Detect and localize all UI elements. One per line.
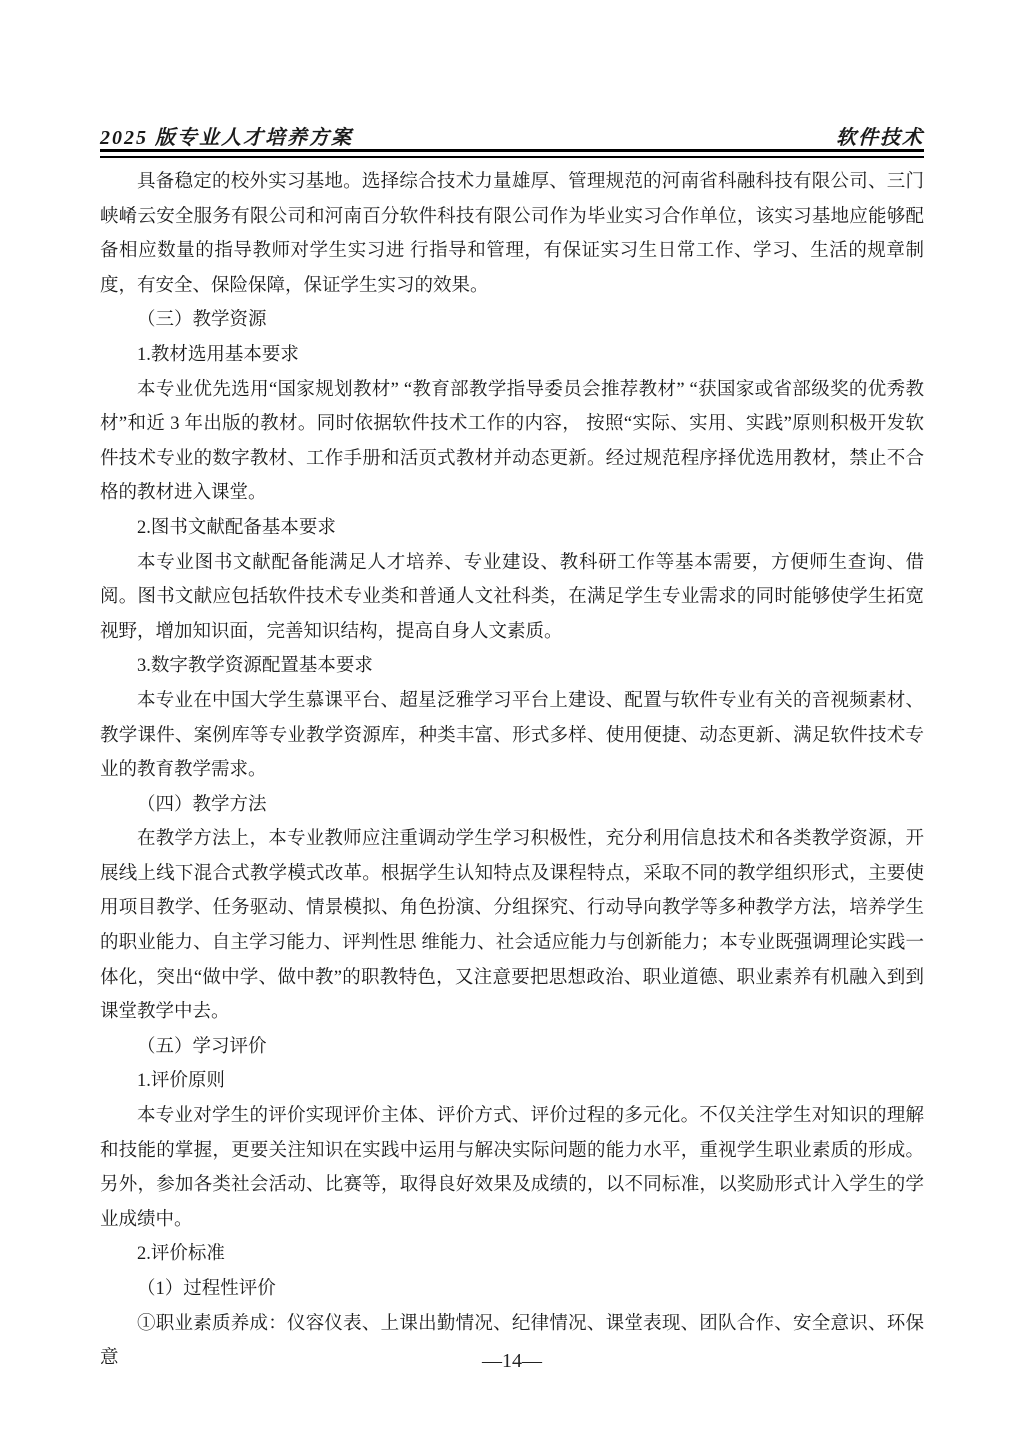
page-header bbox=[100, 121, 924, 150]
page-number: —14— bbox=[482, 1350, 542, 1372]
paragraph: 本专业优先选用“国家规划教材” “教育部教学指导委员会推荐教材” “获国家或省部级奖的优秀教材”和近 3 年出版的教材。同时依据软件技术工作的内容， 按照“实际、实用、实践”原则积极开发软件技术专业的数字教材、工作手册和活页式教材并动态更新。经过规范程序择优选用教材，禁止不合格的教材进入课堂。 bbox=[100, 379, 924, 504]
section-heading: （五）学习评价 bbox=[137, 1036, 267, 1057]
section-heading: 3.数字教学资源配置基本要求 bbox=[137, 656, 373, 677]
header-left-title: 2025 版专业人才培养方案 bbox=[100, 127, 353, 149]
document-body bbox=[100, 165, 924, 1376]
paragraph: 本专业在中国大学生慕课平台、超星泛雅学习平台上建设、配置与软件专业有关的音视频素材、教学课件、案例库等专业教学资源库，种类丰富、形式多样、使用便捷、动态更新、满足软件技术专业的教育教学需求。 bbox=[100, 690, 924, 781]
paragraph: 本专业对学生的评价实现评价主体、评价方式、评价过程的多元化。不仅关注学生对知识的理解和技能的掌握，更要关注知识在实践中运用与解决实际问题的能力水平，重视学生职业素质的形成。另外，参加各类社会活动、比赛等，取得良好效果及成绩的，以不同标准，以奖励形式计入学生的学业成绩中。 bbox=[100, 1106, 924, 1230]
paragraph: ①职业素质养成：仪容仪表、上课出勤情况、纪律情况、课堂表现、团队合作、安全意识、环保意 bbox=[100, 1313, 924, 1369]
section-heading: （四）教学方法 bbox=[137, 794, 267, 815]
section-heading: 1.评价原则 bbox=[137, 1071, 225, 1092]
paragraph: 在教学方法上，本专业教师应注重调动学生学习积极性，充分利用信息技术和各类教学资源，开展线上线下混合式教学模式改革。根据学生认知特点及课程特点，采取不同的教学组织形式，主要使用项目教学、任务驱动、情景模拟、角色扮演、分组探究、行动导向教学等多种教学方法，培养学生的职业能力、自主学习能力、评判性思 维能力、社会适应能力与创新能力；本专业既强调理论实践一体化，突出“做中学、做中教”的职教特色，又注意要把思想政治、职业道德、职业素养有机融入到到课堂教学中去。 bbox=[100, 829, 924, 1023]
section-heading: 2.图书文献配备基本要求 bbox=[137, 517, 336, 538]
page-footer bbox=[0, 1350, 1024, 1373]
section-heading: （1）过程性评价 bbox=[137, 1279, 276, 1299]
paragraph: 具备稳定的校外实习基地。选择综合技术力量雄厚、管理规范的河南省科融科技有限公司、三门峡崤云安全服务有限公司和河南百分软件科技有限公司作为毕业实习合作单位，该实习基地应能够配备相应数量的指导教师对学生实习进 行指导和管理，有保证实习生日常工作、学习、生活的规章制度，有安全、保险保障，保证学生实习的效果。 bbox=[100, 172, 924, 296]
section-heading: 2.评价标准 bbox=[137, 1244, 225, 1265]
header-right-title: 软件技术 bbox=[836, 127, 924, 149]
paragraph: 本专业图书文献配备能满足人才培养、专业建设、教科研工作等基本需要，方便师生查询、借阅。图书文献应包括软件技术专业类和普通人文社科类，在满足学生专业需求的同时能够使学生拓宽视野，增加知识面，完善知识结构，提高自身人文素质。 bbox=[100, 552, 924, 642]
header-divider-rule bbox=[100, 149, 924, 158]
section-heading: 1.教材选用基本要求 bbox=[137, 344, 299, 365]
section-heading: （三）教学资源 bbox=[137, 310, 267, 331]
